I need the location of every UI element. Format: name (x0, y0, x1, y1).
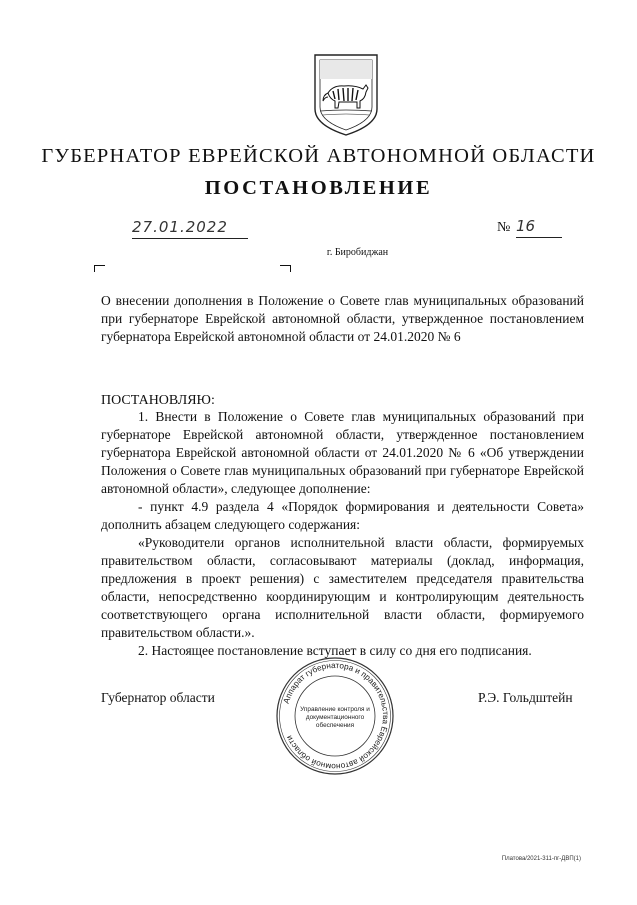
city-name: г. Биробиджан (326, 247, 389, 258)
signatory-position: Губернатор области (101, 690, 215, 705)
number-label: № (497, 220, 511, 235)
handwritten-date: 27.01.2022 (132, 218, 228, 236)
body-paragraph: «Руководители органов исполнительной власти области, формируемых правительством области, согласовывают материалы (доклад, информация, предложения в проект решения) с заместителем председателя правительства области, непосредственно координирующим и контролирующим деятельность соответствующего органа исполнительной власти области, формируемого правительством области.». (101, 535, 584, 640)
document-body (101, 408, 584, 660)
document-date (132, 218, 248, 239)
body-paragraph: 1. Внести в Положение о Совете глав муниципальных образований при губернаторе Еврейской автономной области, утвержденное постановлением губернатора Еврейской автономной области от 24.01.2020 № 6 «Об утверждении Положения о Совете глав муниципальных образований при губернаторе Еврейской автономной области», следующее дополнение: (101, 409, 584, 496)
decree-label: ПОСТАНОВЛЯЮ: (101, 393, 215, 408)
body-paragraph: - пункт 4.9 раздела 4 «Порядок формирования и деятельности Совета» дополнить абзацем следующего содержания: (101, 499, 584, 532)
stamp-ring-text: Аппарат губернатора и правительства Еврейской автономной области (281, 660, 391, 772)
document-subject: О внесении дополнения в Положение о Совете глав муниципальных образований при губернаторе Еврейской автономной области, утвержденное постановлением губернатора Еврейской автономной области от 24.01.2020 № 6 (101, 293, 584, 344)
subject-corner-right (280, 265, 291, 272)
signatory-name: Р.Э. Гольдштейн (478, 690, 573, 705)
document-number: 16 (516, 217, 562, 238)
stamp-line-2: документационного (305, 714, 365, 721)
issuing-authority-title: ГУБЕРНАТОР ЕВРЕЙСКОЙ АВТОНОМНОЙ ОБЛАСТИ (41, 145, 596, 167)
tiger-icon (323, 85, 368, 108)
stamp-line-3: обеспечения (315, 722, 355, 729)
coat-of-arms-emblem (311, 51, 381, 137)
stamp-line-1: Управление контроля и (300, 706, 370, 713)
footer-registration-code: Платова/2021-311-пг-ДВП(1) (501, 856, 581, 862)
subject-corner-left (94, 265, 105, 272)
official-stamp (274, 655, 396, 777)
body-paragraph: 2. Настоящее постановление вступает в силу со дня его подписания. (138, 643, 532, 658)
document-type-title: ПОСТАНОВЛЕНИЕ (204, 177, 433, 199)
